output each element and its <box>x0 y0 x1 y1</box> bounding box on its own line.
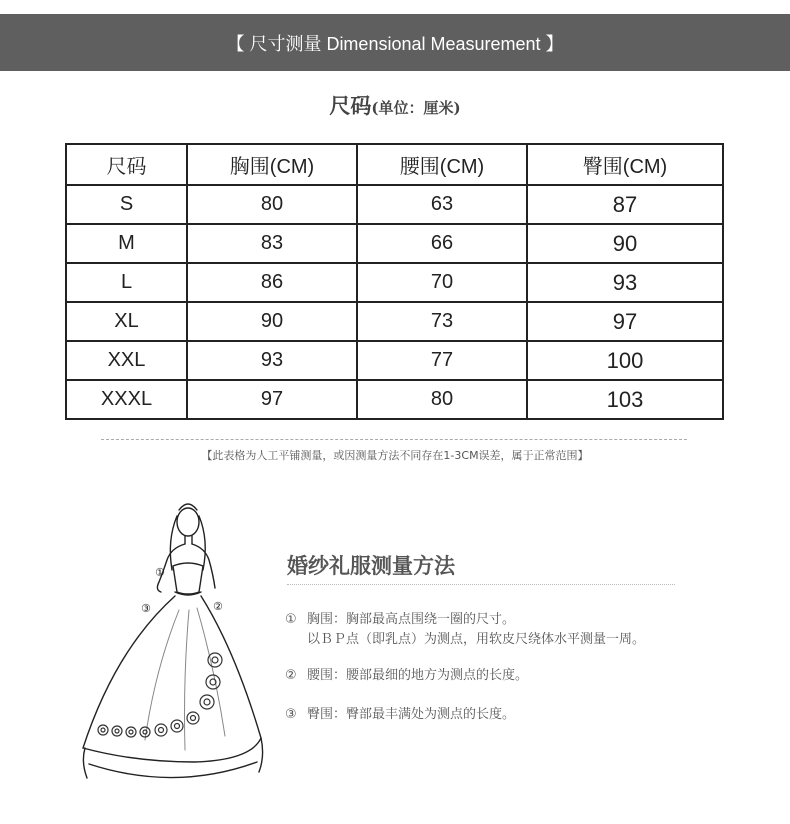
skirt-bottom <box>89 762 257 778</box>
size-cell: M <box>66 224 187 263</box>
size-cell: XXXL <box>66 380 187 419</box>
bust-cell: 83 <box>187 224 357 263</box>
size-cell: XL <box>66 302 187 341</box>
caption-main: 尺码 <box>329 93 372 118</box>
table-row <box>66 341 723 380</box>
hair-outline <box>179 504 197 510</box>
bust-cell: 80 <box>187 185 357 224</box>
skirt-hem <box>83 738 262 778</box>
method-divider <box>287 584 675 585</box>
hip-cell: 87 <box>527 185 723 224</box>
table-header-row <box>66 144 723 185</box>
size-cell: S <box>66 185 187 224</box>
item-text-continued: 以ＢＰ点（即乳点）为测点，用软皮尺绕体水平测量一周。 <box>307 632 646 647</box>
hip-cell: 103 <box>527 380 723 419</box>
size-table <box>65 143 724 420</box>
item-number: ① <box>285 612 297 627</box>
waist-cell: 66 <box>357 224 527 263</box>
column-header-size: 尺码 <box>66 144 187 185</box>
item-text: 胸围：胸部最高点围绕一圈的尺寸。 <box>307 612 516 627</box>
item-text: 臀围：臀部最丰满处为测点的长度。 <box>307 707 516 722</box>
column-header-waist: 腰围(CM) <box>357 144 527 185</box>
waist-cell: 73 <box>357 302 527 341</box>
header-banner <box>0 14 790 71</box>
waist-cell: 63 <box>357 185 527 224</box>
bust-cell: 90 <box>187 302 357 341</box>
item-number: ② <box>285 668 297 683</box>
method-title: 婚纱礼服测量方法 <box>287 554 455 578</box>
waist-cell: 70 <box>357 263 527 302</box>
marker-waist: ② <box>213 600 223 613</box>
table-row <box>66 302 723 341</box>
waist-cell: 77 <box>357 341 527 380</box>
item-text: 腰围：腰部最细的地方为测点的长度。 <box>307 668 529 683</box>
veil-left <box>170 516 177 570</box>
banner-title: 【 尺寸测量 Dimensional Measurement 】 <box>226 33 564 54</box>
bust-cell: 97 <box>187 380 357 419</box>
bodice-outline <box>173 563 203 594</box>
item-number: ③ <box>285 707 297 722</box>
table-row <box>66 263 723 302</box>
table-row <box>66 224 723 263</box>
column-header-bust: 胸围(CM) <box>187 144 357 185</box>
method-item-hip <box>285 705 515 725</box>
size-cell: L <box>66 263 187 302</box>
caption-unit: (单位：厘米) <box>371 99 461 117</box>
skirt-outline <box>83 596 261 762</box>
hip-cell: 93 <box>527 263 723 302</box>
neck-outline <box>185 536 192 544</box>
hip-cell: 90 <box>527 224 723 263</box>
measurement-note: 【此表格为人工平铺测量，或因测量方法不同存在1-3CM误差，属于正常范围】 <box>201 449 589 462</box>
column-header-hip: 臀围(CM) <box>527 144 723 185</box>
bust-cell: 93 <box>187 341 357 380</box>
hip-cell: 97 <box>527 302 723 341</box>
waist-cell: 80 <box>357 380 527 419</box>
bride-sketch-illustration <box>75 500 265 810</box>
table-row <box>66 185 723 224</box>
hip-cell: 100 <box>527 341 723 380</box>
method-item-waist <box>285 666 528 686</box>
dashed-divider <box>101 439 687 440</box>
marker-hip: ③ <box>141 602 151 615</box>
table-row <box>66 380 723 419</box>
head-outline <box>177 508 199 536</box>
bust-cell: 86 <box>187 263 357 302</box>
method-item-bust <box>285 610 645 650</box>
size-cell: XXL <box>66 341 187 380</box>
table-caption <box>0 90 790 120</box>
veil-right <box>199 516 205 570</box>
marker-bust: ① <box>155 566 165 579</box>
